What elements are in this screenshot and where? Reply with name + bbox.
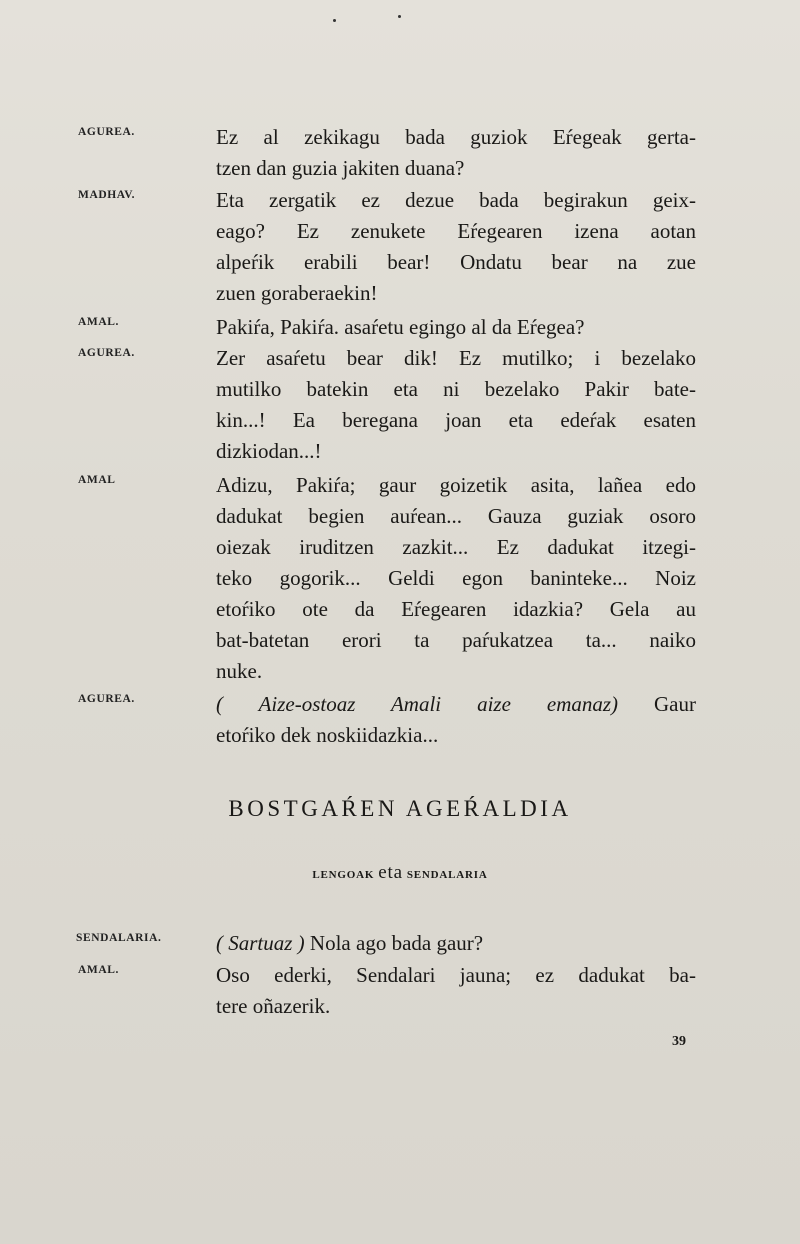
scene-subtitle-left: LENGOAK [312,869,375,881]
dialogue-line: kin...! Ea beregana joan eta edeŕak esaten [216,408,696,432]
dialogue-line: tere oñazerik. [216,994,331,1018]
scene-subtitle-right: SENDALARIA [406,869,488,881]
dialogue-line: alpeŕik erabili bear! Ondatu bear na zue [216,250,696,274]
print-speck [333,19,336,22]
dialogue-line: eago? Ez zenukete Eŕegearen izena aotan [216,219,696,243]
dialogue-line: dadukat begien auŕean... Gauza guziak osoro [216,504,696,528]
page-number: 39 [672,1034,686,1049]
dialogue-line: nuke. [216,659,263,683]
dialogue-line: Adizu, Pakiŕa; gaur goizetik asita, lañea edo [216,473,696,497]
speaker-name: AMAL [78,474,116,486]
dialogue-line: etoŕiko ote da Eŕegearen idazkia? Gela au [216,597,696,621]
dialogue-line: etoŕiko dek noskiidazkia... [216,723,439,747]
dialogue-line: bat-batetan erori ta paŕukatzea ta... naiko [216,628,696,652]
dialogue-line: oiezak iruditzen zazkit... Ez dadukat itzegi- [216,535,696,559]
speaker-name: MADHAV. [78,189,136,201]
stage-direction: ( Sartuaz ) [216,931,305,955]
speaker-name: SENDALARIA. [76,932,162,944]
print-speck [398,15,401,18]
dialogue-line: Pakiŕa, Pakiŕa. asaŕetu egingo al da Eŕegea? [216,315,585,339]
dialogue-line: dizkiodan...! [216,439,322,463]
dialogue-line [216,928,696,959]
dialogue-text: Gaur [618,692,696,716]
dialogue-line [216,689,696,720]
dialogue-line: Zer asaŕetu bear dik! Ez mutilko; i bezelako [216,346,696,370]
dialogue-line: Ez al zekikagu bada guziok Eŕegeak gerta- [216,125,696,149]
scene-title: BOSTGAŔEN AGEŔALDIA [228,796,572,821]
dialogue-line: tzen dan guzia jakiten duana? [216,156,465,180]
dialogue-line: Eta zergatik ez dezue bada begirakun geix- [216,188,696,212]
scene-subtitle-middle: eta [378,862,403,883]
scene-subtitle [0,862,800,884]
dialogue-text: Nola ago bada gaur? [304,931,484,955]
dialogue-line: Oso ederki, Sendalari jauna; ez dadukat ba- [216,963,696,987]
dialogue-line: teko gogorik... Geldi egon baninteke... Noiz [216,566,696,590]
speaker-name: AMAL. [78,964,120,976]
stage-direction: ( Aize-ostoaz Amali aize emanaz) [216,692,619,716]
speaker-name: AGUREA. [78,693,135,705]
speaker-name: AGUREA. [78,126,135,138]
speaker-name: AMAL. [78,316,120,328]
speaker-name: AGUREA. [78,347,135,359]
dialogue-line: mutilko batekin eta ni bezelako Pakir bate- [216,377,696,401]
dialogue-line: zuen goraberaekin! [216,281,378,305]
